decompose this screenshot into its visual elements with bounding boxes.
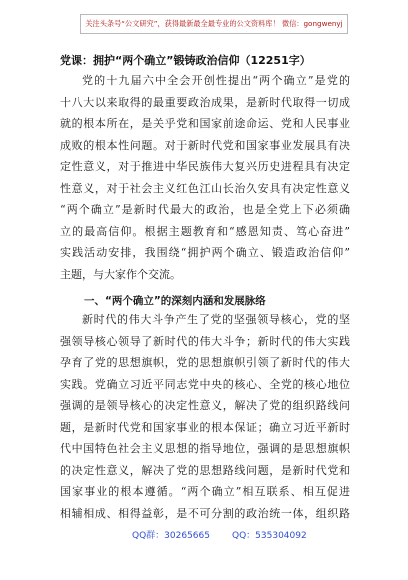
- section-heading: 一、“两个确立”的深刻内涵和发展脉络: [84, 295, 266, 307]
- text-line: 实践。党确立习近平同志党中央的核心、全党的核心地位: [60, 377, 350, 391]
- text-line: 题，是新时代党和国家事业的根本保证；确立习近平新时: [60, 420, 350, 434]
- text-line: 国家事业的根本遵循。“两个确立”相互联系、相互促进: [60, 485, 350, 498]
- text-line: 相辅相成、相得益彰，是不可分割的政治统一体，组织路: [60, 506, 350, 520]
- intro-paragraph: [60, 70, 350, 285]
- text-line: “两个确立”是新时代最大的政治，也是全党上下必须确: [60, 203, 350, 216]
- qq-group-label: QQ群：30265665: [132, 531, 210, 541]
- text-line: 新时代的伟大斗争产生了党的坚强领导核心，党的坚: [82, 313, 350, 326]
- text-line: 成败的根本性问题。对于新时代党和国家事业发展具有决: [60, 138, 350, 152]
- qq-contact-label: QQ：535304092: [232, 531, 307, 541]
- text-line: 孕育了党的思想旗帜，党的思想旗帜引领了新时代的伟大: [60, 356, 350, 369]
- text-line: 就的根本所在，是关乎党和国家前途命运、党和人民事业: [60, 117, 350, 130]
- text-line: 十八大以来取得的最重要政治成果，是新时代取得一切成: [60, 95, 350, 109]
- section-paragraph: [60, 309, 350, 524]
- text-line: 强调的是领导核心的决定性意义，解决了党的组织路线问: [60, 399, 350, 412]
- text-line: 党的十九届六中全会开创性提出“两个确立”是党的: [82, 74, 350, 87]
- text-line: 实践活动安排，我围绕“拥护两个确立、锻造政治信仰”: [60, 246, 350, 259]
- text-line: 立的最高信仰。根据主题教育和“感恩知责、笃心奋进”: [60, 224, 350, 238]
- text-line: 代中国特色社会主义思想的指导地位，强调的是思想旗帜: [60, 442, 350, 455]
- text-line: 的决定性意义，解决了党的思想路线问题，是新时代党和: [60, 463, 350, 477]
- header-banner: 关注头条号“公文研究”，获得最新最全最专业的公文资料库！ 微信：gongwenyj: [80, 14, 348, 34]
- text-line: 性意义，对于社会主义红色江山长治久安具有决定性意义: [60, 181, 350, 195]
- text-line: 主题，与大家作个交流。: [60, 267, 181, 281]
- text-line: 定性意义，对于推进中华民族伟大复兴历史进程具有决定: [60, 160, 350, 173]
- document-title: 党课：拥护“两个确立”锻铸政治信仰（12251字）: [60, 54, 311, 67]
- text-line: 强领导核心领导了新时代的伟大斗争；新时代的伟大实践: [60, 334, 350, 348]
